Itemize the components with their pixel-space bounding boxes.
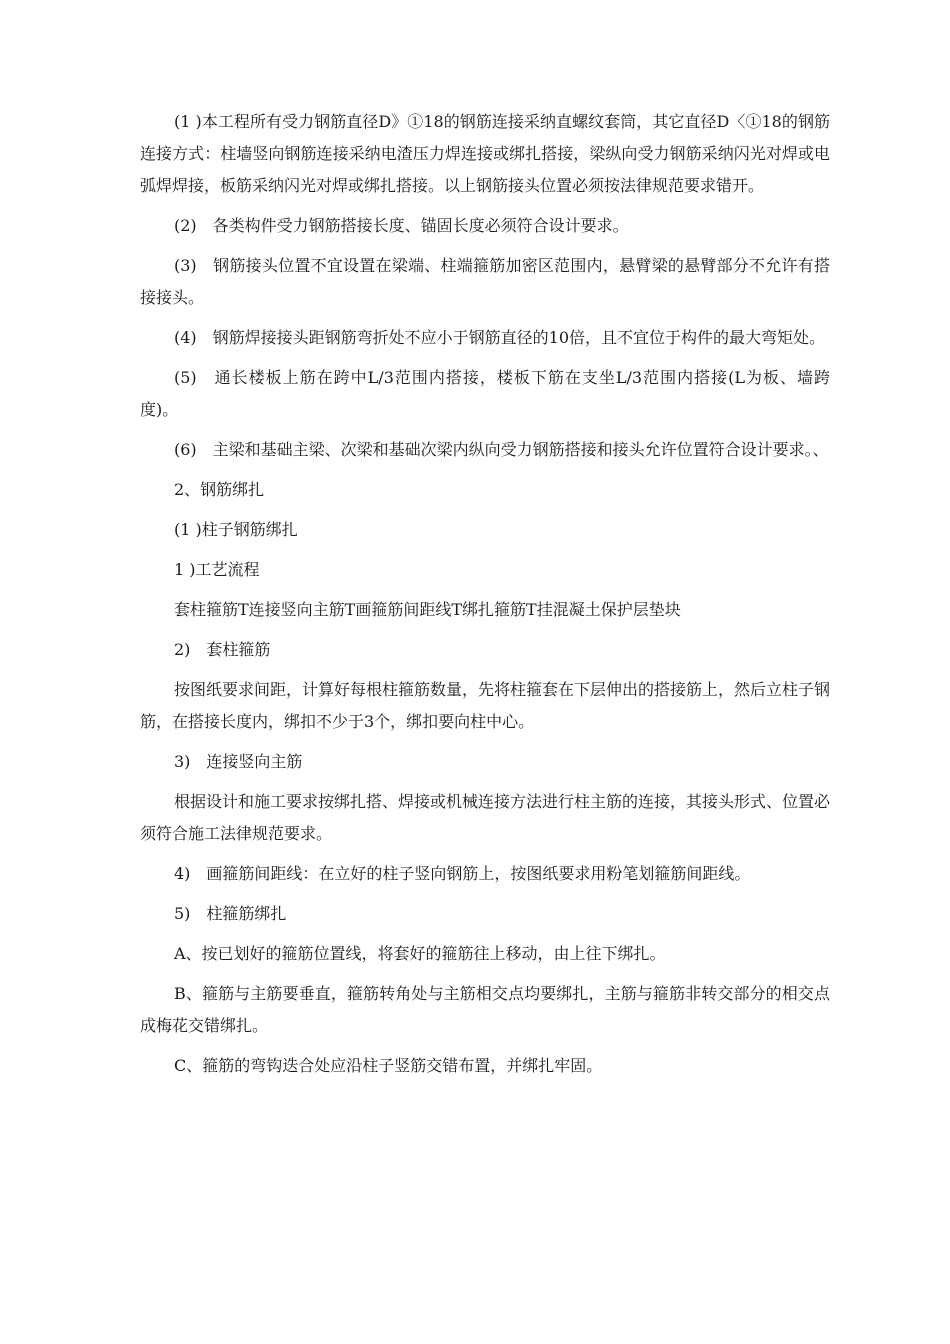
step-heading-5: 5) 柱箍筋绑扎 (174, 904, 287, 923)
paragraph-4: (4) 钢筋焊接接头距钢筋弯折处不应小于钢筋直径的10倍，且不宜位于构件的最大弯矩处。 (174, 328, 826, 347)
paragraph-6: (6) 主梁和基础主梁、次梁和基础次梁内纵向受力钢筋搭接和接头允许位置符合设计要求。、 (174, 440, 829, 459)
item-b: B、箍筋与主筋要垂直，箍筋转角处与主筋相交点均要绑扎，主筋与箍筋非转交部分的相交点成梅花交错绑扎。 (140, 984, 830, 1035)
document-body (140, 106, 830, 1082)
step-heading-4: 4) 画箍筋间距线：在立好的柱子竖向钢筋上，按图纸要求用粉笔划箍筋间距线。 (174, 864, 751, 883)
subsection-heading: (1 )柱子钢筋绑扎 (174, 520, 298, 539)
section-heading-2: 2、钢筋绑扎 (174, 480, 265, 499)
step-heading-2: 2) 套柱箍筋 (174, 640, 271, 659)
paragraph-connect: 根据设计和施工要求按绑扎搭、焊接或机械连接方法进行柱主筋的连接，其接头形式、位置必须符合施工法律规范要求。 (140, 792, 831, 843)
item-a: A、按已划好的箍筋位置线，将套好的箍筋往上移动，由上往下绑扎。 (174, 944, 666, 963)
item-c: C、箍筋的弯钩迭合处应沿柱子竖筋交错布置，并绑扎牢固。 (174, 1056, 603, 1075)
process-flow: 套柱箍筋T连接竖向主筋T画箍筋间距线T绑扎箍筋T挂混凝土保护层垫块 (174, 600, 681, 619)
paragraph-stirrup: 按图纸要求间距，计算好每根柱箍筋数量，先将柱箍套在下层伸出的搭接筋上，然后立柱子钢筋，在搭接长度内，绑扣不少于3个，绑扣要向柱中心。 (140, 680, 831, 731)
paragraph-3: (3) 钢筋接头位置不宜设置在梁端、柱端箍筋加密区范围内，悬臂梁的悬臂部分不允许有搭接接头。 (140, 256, 830, 307)
step-heading-3: 3) 连接竖向主筋 (174, 752, 303, 771)
step-heading-1: 1 )工艺流程 (174, 560, 260, 579)
paragraph-5: (5) 通长楼板上筋在跨中L/3范围内搭接，楼板下筋在支坐L/3范围内搭接(L为板、墙跨度)。 (140, 368, 830, 419)
paragraph-2: (2) 各类构件受力钢筋搭接长度、锚固长度必须符合设计要求。 (174, 216, 629, 235)
paragraph-1: (1 )本工程所有受力钢筋直径D》①18的钢筋连接采纳直螺纹套筒，其它直径D〈①18的钢筋连接方式：柱墙竖向钢筋连接采纳电渣压力焊连接或绑扎搭接，梁纵向受力钢筋采纳闪光对焊或电弧焊焊接，板筋采纳闪光对焊或绑扎搭接。以上钢筋接头位置必须按法律规范要求错开。 (140, 112, 830, 195)
